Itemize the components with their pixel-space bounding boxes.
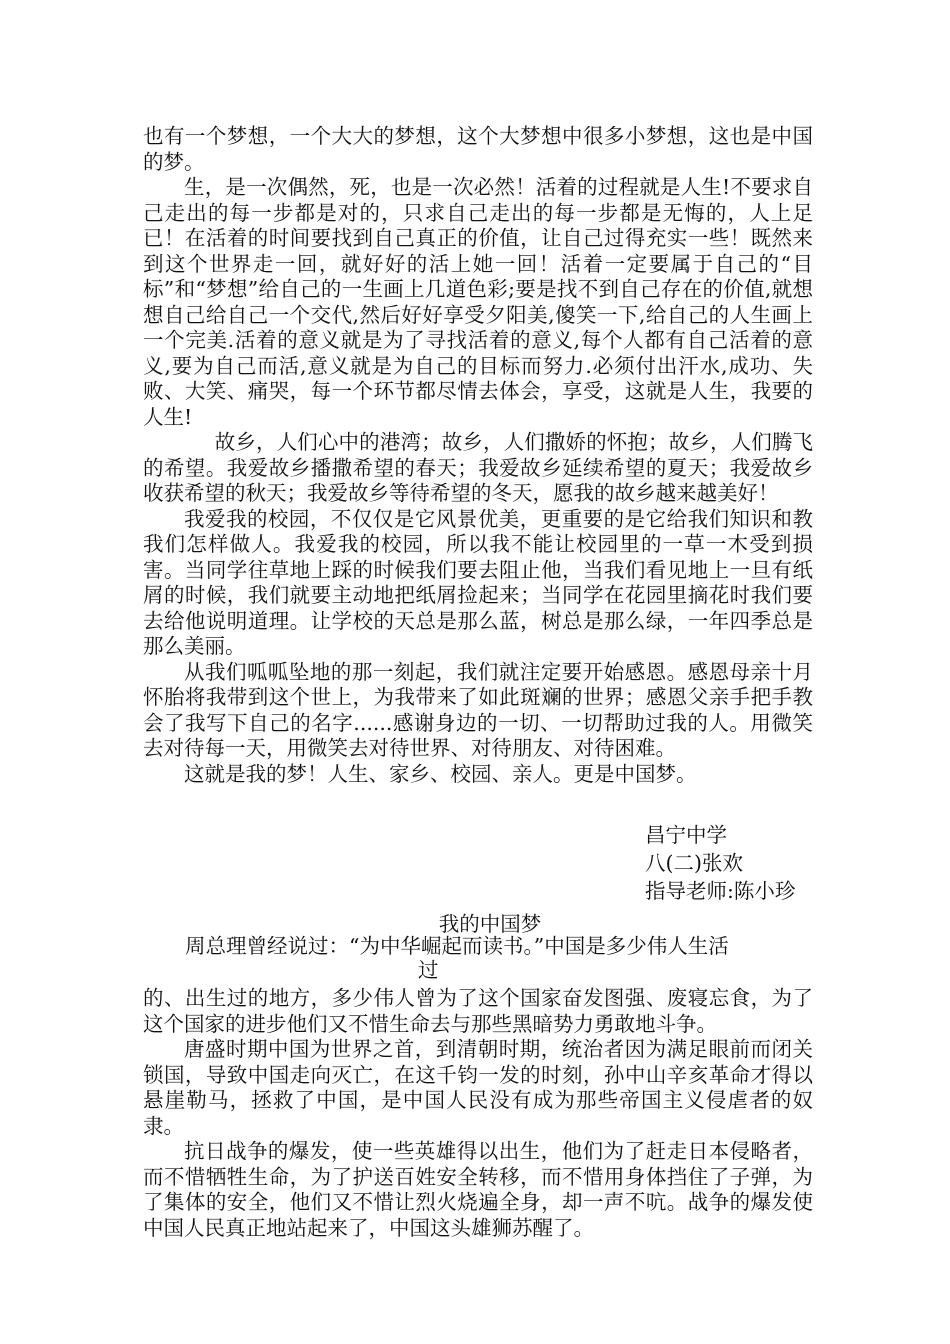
paragraph-conclusion: 这就是我的梦！人生、家乡、校园、亲人。更是中国梦。 (184, 761, 697, 786)
signature-school: 昌宁中学 (645, 823, 727, 847)
signature-teacher: 指导老师:陈小珍 (645, 879, 796, 903)
paragraph-great-figures: 的、出生过的地方，多少伟人曾为了这个国家奋发图强、废寝忘食，为了这个国家的进步他们又不惜生命去与那些黑暗势力勇敢地斗争。 (143, 986, 813, 1036)
essay-two-body (143, 986, 813, 1241)
signature-author: 八(二)张欢 (645, 851, 743, 875)
paragraph-gratitude: 从我们呱呱坠地的那一刻起，我们就注定要开始感恩。感恩母亲十月怀胎将我带到这个世上，为我带来了如此斑斓的世界；感恩父亲手把手教会了我写下自己的名字......感谢身边的一切、一切帮助过我的人。用微笑去对待每一天，用微笑去对待世界、对待朋友、对待困难。 (143, 659, 813, 760)
paragraph-dream-intro: 也有一个梦想，一个大大的梦想，这个大梦想中很多小梦想，这也是中国的梦。 (143, 124, 813, 174)
paragraph-campus: 我爱我的校园，不仅仅是它风景优美，更重要的是它给我们知识和教我们怎样做人。我爱我的校园，所以我不能让校园里的一草一木受到损害。当同学往草地上踩的时候我们要去阻止他，当我们看见地上一旦有纸屑的时候，我们就要主动地把纸屑捡起来；当同学在花园里摘花时我们要去给他说明道理。让学校的天总是那么蓝，树总是那么绿，一年四季总是那么美丽。 (143, 506, 813, 658)
paragraph-history: 唐盛时期中国为世界之首，到清朝时期，统治者因为满足眼前而闭关锁国，导致中国走向灭亡，在这千钧一发的时刻，孙中山辛亥革命才得以悬崖勒马，拯救了中国，是中国人民没有成为那些帝国主义侵虐者的奴隶。 (143, 1037, 813, 1138)
essay-two-title: 我的中国梦 (438, 912, 542, 936)
essay-one-body (143, 124, 813, 787)
quote-line-tail: 过 (418, 958, 439, 982)
quote-line: 周总理曾经说过：“为中华崛起而读书。”中国是多少伟人生活 (185, 934, 729, 958)
paragraph-hometown: 故乡，人们心中的港湾；故乡，人们撒娇的怀抱；故乡，人们腾飞的希望。我爱故乡播撒希望的春天；我爱故乡延续希望的夏天；我爱故乡收获希望的秋天；我爱故乡等待希望的冬天，愿我的故乡越来越美好！ (143, 430, 813, 505)
paragraph-war: 抗日战争的爆发，使一些英雄得以出生，他们为了赶走日本侵略者，而不惜牺牲生命，为了护送百姓安全转移，而不惜用身体挡住了子弹，为了集体的安全，他们又不惜让烈火烧遍全身，却一声不吭。战争的爆发使中国人民真正地站起来了，中国这头雄狮苏醒了。 (143, 1139, 813, 1240)
paragraph-life: 生，是一次偶然，死，也是一次必然！活着的过程就是人生!不要求自己走出的每一步都是对的，只求自己走出的每一步都是无悔的，人上足已！在活着的时间要找到自己真正的价值，让自己过得充实一些！既然来到这个世界走一回，就好好的活上她一回！活着一定要属于自己的“目标”和“梦想”给自己的一生画上几道色彩;要是找不到自己存在的价值,就想想自己给自己一个交代,然后好好享受夕阳美,傻笑一下,给自己的人生画上一个完美.活着的意义就是为了寻找活着的意义,每个人都有自己活着的意义,要为自己而活,意义就是为自己的目标而努力.必须付出汗水,成功、失败、大笑、痛哭，每一个环节都尽情去体会，享受，这就是人生，我要的人生! (143, 175, 813, 429)
